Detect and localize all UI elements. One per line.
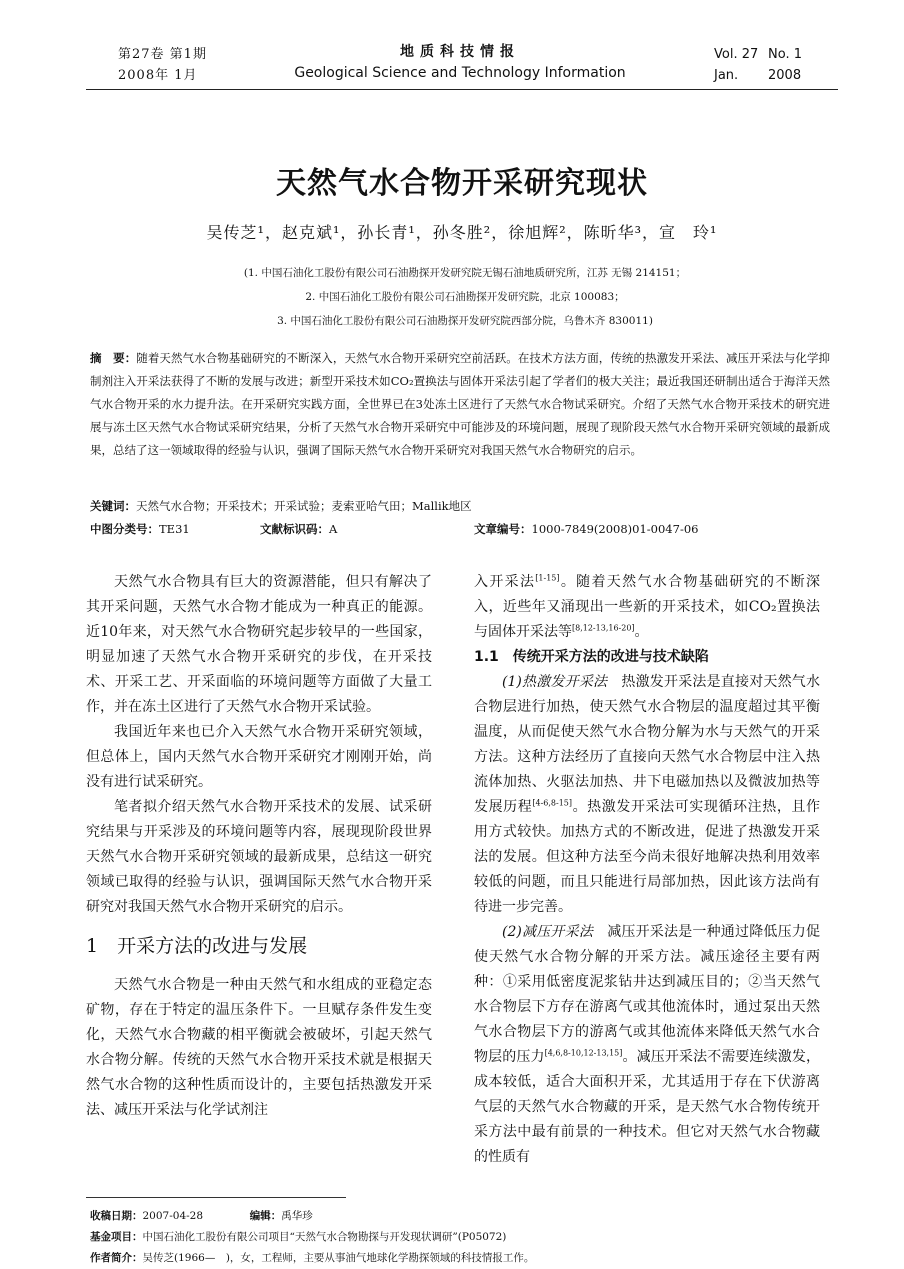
number: No. 1 <box>768 47 802 62</box>
article-no-label: 文章编号： <box>474 522 532 536</box>
term-thermal: (1)热激发开采法 <box>502 674 608 690</box>
keywords-text: 天然气水合物；开采技术；开采试验；麦索亚哈气田；Mallik地区 <box>136 499 472 513</box>
fund-label: 基金项目： <box>90 1231 143 1243</box>
keywords <box>90 498 830 514</box>
issue-line-2: 2008年 1月 <box>118 68 198 83</box>
citation: [8,12-13,16-20] <box>572 623 635 633</box>
journal-title-en: Geological Science and Technology Information <box>294 65 626 81</box>
journal-issue-en <box>714 44 822 86</box>
text-run: 。 <box>634 624 649 640</box>
text-run: 。热激发开采法可实现循环注热，且作用方式较快。加热方式的不断改进，促进了热激发开采法的发展。但这种方法至今尚未很好地解决热利用效率较低的问题，而且只能进行局部加热，因此该方法尚有待进一步完善。 <box>474 799 821 915</box>
intro-paragraph-2: 我国近年来也已介入天然气水合物开采研究领域，但总体上，国内天然气水合物开采研究才刚刚开始，尚没有进行试采研究。 <box>86 724 432 790</box>
clc-label: 中图分类号： <box>90 522 159 536</box>
bio-text: 吴传芝(1966— )，女，工程师，主要从事油气地球化学勘探领域的科技情报工作。 <box>142 1252 535 1264</box>
citation: [1-15] <box>535 573 560 583</box>
section1-paragraph: 天然气水合物是一种由天然气和水组成的亚稳定态矿物，存在于特定的温压条件下。一旦赋存条件发生变化，天然气水合物藏的相平衡就会被破坏，引起天然气水合物分解。传统的天然气水合物开采技术就是根据天然气水合物的这种性质而设计的，主要包括热激发开采法、减压开采法与化学试剂注 <box>86 977 432 1118</box>
fund-text: 中国石油化工股份有限公司项目“天然气水合物勘探与开发现状调研”(P05072) <box>142 1231 507 1243</box>
received-date: 2007-04-28 <box>142 1210 204 1222</box>
text-run: 减压开采法是一种通过降低压力促使天然气水合物分解的开采方法。减压途径主要有两种：①采用低密度泥浆钻井达到减压目的；②当天然气水合物层下方存在游离气或其他流体时，通过泵出天然气水合物层下方的游离气或其他流体来降低天然气水合物层的压力 <box>474 924 820 1065</box>
body-left-column <box>86 570 432 1123</box>
received-label: 收稿日期： <box>90 1210 143 1222</box>
body-right-column <box>474 570 820 1170</box>
affiliation-1: (1. 中国石油化工股份有限公司石油勘探开发研究院无锡石油地质研究所，江苏 无锡 214151； <box>243 267 687 279</box>
editor-label: 编辑： <box>249 1210 282 1222</box>
depressurization-paragraph <box>474 920 820 1170</box>
affiliations <box>120 261 810 333</box>
intro-paragraph-1: 天然气水合物具有巨大的资源潜能，但只有解决了其开采问题，天然气水合物才能成为一种真正的能源。近10年来，对天然气水合物研究起步较早的一些国家，明显加速了天然气水合物开采研究的步伐，在开采技术、开采工艺、开采面临的环境问题等方面做了大量工作，并在冻土区进行了天然气水合物开采试验。 <box>86 574 432 715</box>
abstract <box>90 347 830 462</box>
paper-title: 天然气水合物开采研究现状 <box>276 166 648 201</box>
clc-value: TE31 <box>159 522 190 536</box>
text-run: 。减压开采法不需要连续激发，成本较低，适合大面积开采，尤其适用于存在下伏游离气层的天然气水合物藏的开采，是天然气水合物传统开采方法中最有前景的一种技术。但它对天然气水合物藏的性质有 <box>474 1049 821 1165</box>
section-heading-1: 1 开采方法的改进与发展 <box>86 935 308 957</box>
continued-paragraph <box>474 570 820 645</box>
term-depressurization: (2)减压开采法 <box>502 924 594 940</box>
bio-label: 作者简介： <box>90 1252 143 1264</box>
citation: [4,6,8-10,12-13,15] <box>544 1048 623 1058</box>
doc-code-value: A <box>329 522 338 536</box>
month: Jan. <box>714 68 739 83</box>
year: 2008 <box>768 68 802 83</box>
affiliation-2: 2. 中国石油化工股份有限公司石油勘探开发研究院，北京 100083； <box>305 291 625 303</box>
footnote-rule <box>86 1197 346 1198</box>
issue-line-1: 第27卷 第1期 <box>118 47 207 62</box>
journal-issue-cn <box>118 44 207 86</box>
header-rule <box>86 89 838 90</box>
footnotes <box>90 1206 830 1269</box>
keywords-label: 关键词： <box>90 499 136 513</box>
text-run: 。随着天然气水合物基础研究的不断深入，近些年又涌现出一些新的开采技术，如CO₂置换法与固体开采法等 <box>474 574 821 640</box>
article-no-value: 1000-7849(2008)01-0047-06 <box>531 522 699 536</box>
subsection-heading-1-1: 1.1 传统开采方法的改进与技术缺陷 <box>474 649 709 665</box>
abstract-label: 摘 要： <box>90 351 137 365</box>
citation: [4-6,8-15] <box>532 798 572 808</box>
thermal-method-paragraph <box>474 670 820 920</box>
affiliation-3: 3. 中国石油化工股份有限公司石油勘探开发研究院西部分院，乌鲁木齐 830011) <box>277 315 653 327</box>
text-run: 热激发开采法是直接对天然气水合物层进行加热，使天然气水合物层的温度超过其平衡温度，从而促使天然气水合物分解为水与天然气的开采方法。这种方法经历了直接向天然气水合物层中注入热流体加热、火驱法加热、井下电磁加热以及微波加热等发展历程 <box>474 674 820 815</box>
journal-title-cn: 地质科技情报 <box>400 44 520 60</box>
intro-paragraph-3: 笔者拟介绍天然气水合物开采技术的发展、试采研究结果与开采涉及的环境问题等内容，展现现阶段世界天然气水合物开采研究领域的最新成果，总结这一研究领域已取得的经验与认识，强调国际天然气水合物开采研究对我国天然气水合物开采研究的启示。 <box>86 799 432 915</box>
abstract-text: 随着天然气水合物基础研究的不断深入，天然气水合物开采研究空前活跃。在技术方法方面，传统的热激发开采法、减压开采法与化学抑制剂注入开采法获得了不断的发展与改进；新型开采技术如CO₂置换法与固体开采法引起了学者们的极大关注；最近我国还研制出适合于海洋天然气水合物开采的水力提升法。在开采研究实践方面，全世界已在3处冻土区进行了天然气水合物试采研究。介绍了天然气水合物开采技术的研究进展与冻土区天然气水合物试采研究结果，分析了天然气水合物开采研究中可能涉及的环境问题，展现了现阶段天然气水合物开采研究领域的最新成果，总结了这一领域取得的经验与认识，强调了国际天然气水合物开采研究对我国天然气水合物研究的启示。 <box>90 351 831 457</box>
volume: Vol. 27 <box>714 47 759 62</box>
doc-code-label: 文献标识码： <box>260 522 329 536</box>
author-list: 吴传芝¹，赵克斌¹，孙长青¹，孙冬胜²，徐旭辉²，陈昕华³，宣 玲¹ <box>206 223 718 242</box>
editor-name: 禹华珍 <box>281 1210 313 1222</box>
journal-title <box>230 42 690 84</box>
text-run: 入开采法 <box>474 574 536 590</box>
